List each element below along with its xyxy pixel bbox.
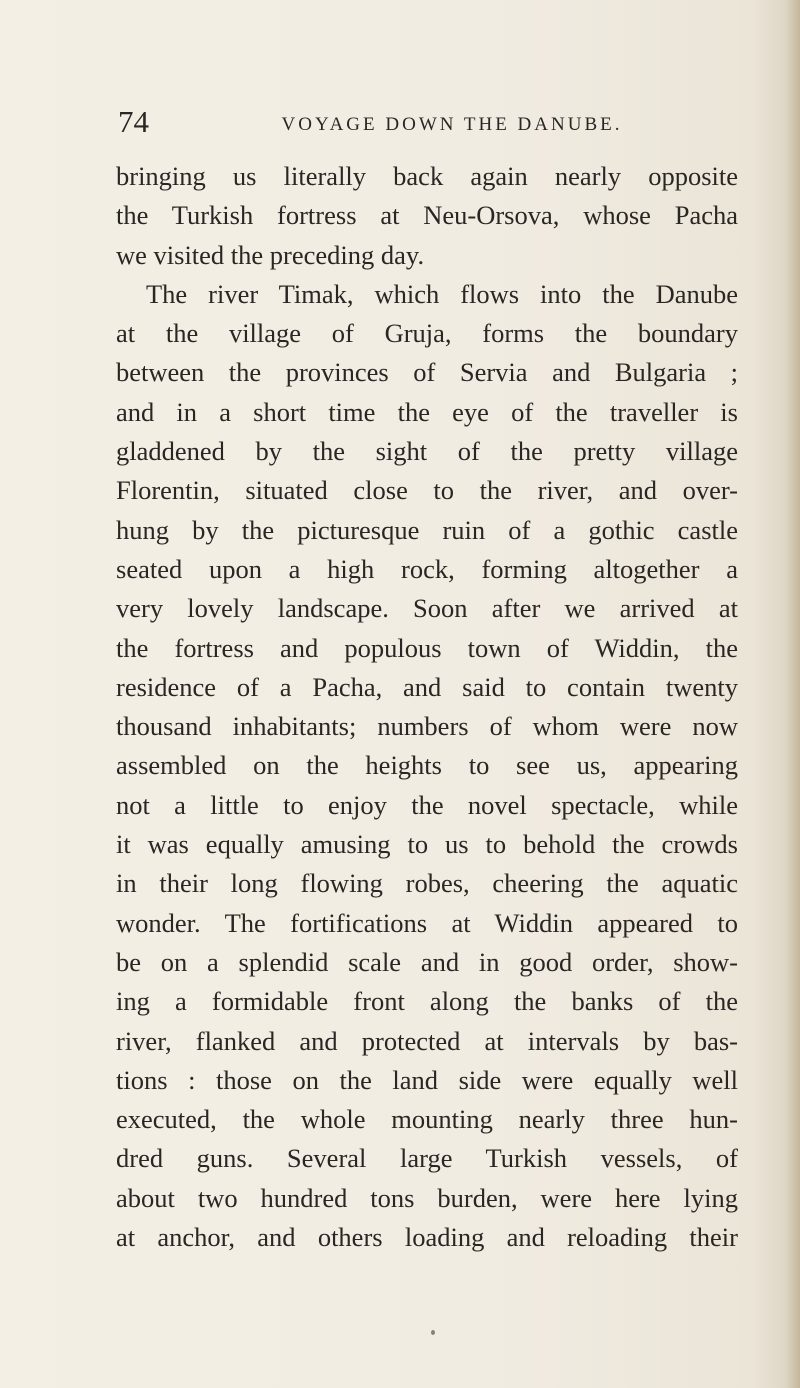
text-line: bringing us literally back again nearly opposite	[116, 161, 738, 191]
page-number: 74	[118, 104, 149, 139]
text-line: the fortress and populous town of Widdin, the	[116, 632, 738, 663]
text-line: assembled on the heights to see us, appearing	[116, 750, 738, 781]
text-line: not a little to enjoy the novel spectacle, while	[116, 789, 738, 820]
paper-speck	[431, 1330, 435, 1335]
text-line: ing a formidable front along the banks of the	[116, 986, 738, 1017]
text-line: river, flanked and protected at intervals by bas-	[116, 1025, 738, 1056]
text-line: wonder. The fortifications at Widdin appeared to	[116, 907, 738, 938]
text-line: residence of a Pacha, and said to contain twenty	[116, 671, 738, 702]
text-line: in their long flowing robes, cheering the aquatic	[116, 868, 738, 899]
text-line: and in a short time the eye of the traveller is	[116, 396, 738, 427]
text-line: dred guns. Several large Turkish vessels, of	[116, 1143, 738, 1174]
page-header	[118, 102, 736, 142]
text-line: executed, the whole mounting nearly three hun-	[116, 1104, 738, 1135]
text-line: hung by the picturesque ruin of a gothic castle	[116, 514, 738, 545]
body-text	[116, 157, 738, 1257]
running-title: VOYAGE DOWN THE DANUBE.	[281, 114, 623, 135]
text-line: The river Timak, which flows into the Danube	[146, 278, 738, 309]
text-line: it was equally amusing to us to behold the crowds	[116, 829, 738, 860]
text-line: very lovely landscape. Soon after we arrived at	[116, 593, 738, 624]
text-line: at the village of Gruja, forms the boundary	[116, 318, 738, 349]
text-line: between the provinces of Servia and Bulgaria ;	[116, 357, 738, 388]
text-line: tions : those on the land side were equally well	[116, 1064, 738, 1095]
page-edge-shadow	[786, 0, 800, 1388]
text-line: at anchor, and others loading and reloading their	[116, 1222, 738, 1253]
text-line: thousand inhabitants; numbers of whom were now	[116, 711, 738, 742]
text-line: we visited the preceding day.	[116, 239, 425, 270]
text-line: gladdened by the sight of the pretty village	[116, 436, 738, 467]
text-line: about two hundred tons burden, were here lying	[116, 1182, 738, 1213]
text-line: be on a splendid scale and in good order, show-	[116, 946, 738, 977]
text-line: seated upon a high rock, forming altogether a	[116, 553, 738, 584]
text-line: Florentin, situated close to the river, and over-	[116, 475, 738, 506]
text-line: the Turkish fortress at Neu-Orsova, whose Pacha	[116, 200, 738, 231]
